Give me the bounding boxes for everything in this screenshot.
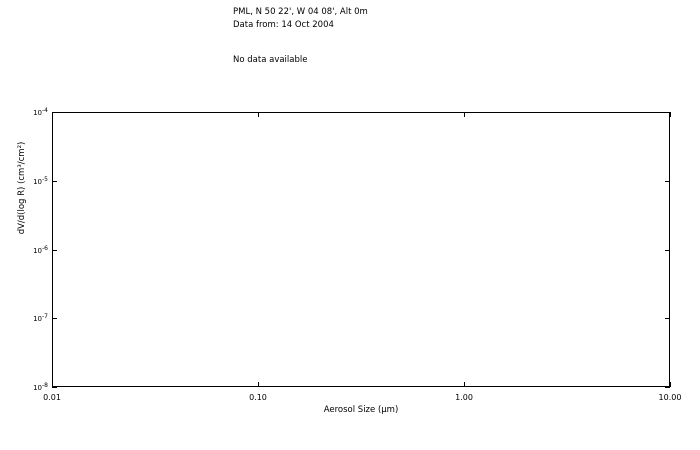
y-axis-tick-label: $10^{-7}$ [33, 313, 48, 324]
site-location-line: PML, N 50 22', W 04 08', Alt 0m [233, 7, 368, 17]
data-date-line: Data from: 14 Oct 2004 [233, 20, 334, 30]
x-axis-tick-top [258, 112, 259, 117]
x-axis-title: Aerosol Size (µm) [323, 405, 399, 415]
chart-header [233, 6, 368, 32]
x-axis-tick-label: 10.00 [658, 393, 682, 402]
x-axis-tick-top [670, 112, 671, 117]
y-axis-tick-right [665, 181, 670, 182]
y-axis-tick-right [665, 387, 670, 388]
plot-area [52, 112, 670, 387]
x-axis-tick [670, 382, 671, 387]
x-axis-tick-top [464, 112, 465, 117]
y-axis-tick-label: $10^{-8}$ [33, 381, 48, 393]
y-axis-tick [52, 387, 57, 388]
y-axis-tick-right [665, 250, 670, 251]
y-axis-tick [52, 250, 57, 251]
x-axis-tick [258, 382, 259, 387]
y-axis-title: dV/d(log R) (cm³/cm²) [17, 141, 27, 235]
no-data-message: No data available [233, 55, 308, 65]
y-axis-tick-label: $10^{-4}$ [33, 106, 48, 118]
y-axis-tick-label: $10^{-5}$ [33, 175, 48, 186]
y-axis-tick [52, 112, 57, 113]
x-axis-tick-label: 0.10 [249, 393, 267, 402]
x-axis-tick [464, 382, 465, 387]
y-axis-tick-right [665, 318, 670, 319]
y-axis-tick-label: $10^{-6}$ [33, 244, 48, 255]
y-axis-tick [52, 181, 57, 182]
y-axis-tick [52, 318, 57, 319]
y-axis-tick-right [665, 112, 670, 113]
x-axis-tick-label: 0.01 [43, 393, 61, 402]
x-axis-tick-label: 1.00 [455, 393, 473, 402]
